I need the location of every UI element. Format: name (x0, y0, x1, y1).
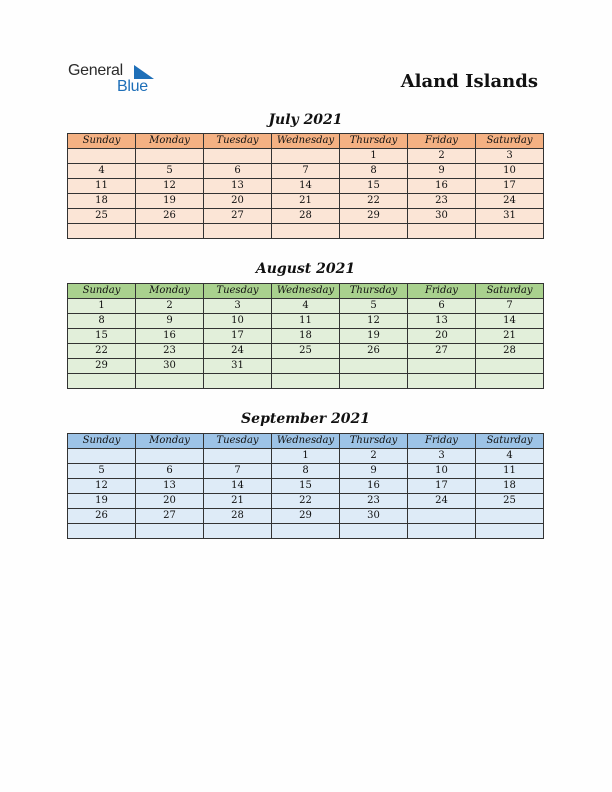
day-cell: 30 (340, 509, 408, 524)
day-cell: 29 (272, 509, 340, 524)
day-cell: 6 (204, 164, 272, 179)
day-cell (136, 449, 204, 464)
day-cell: 9 (136, 314, 204, 329)
week-row (68, 329, 544, 344)
day-cell: 9 (340, 464, 408, 479)
day-cell: 21 (476, 329, 544, 344)
day-cell (136, 149, 204, 164)
weekday-header: Wednesday (272, 284, 340, 299)
weekday-header: Sunday (68, 434, 136, 449)
day-cell: 14 (204, 479, 272, 494)
day-cell: 4 (272, 299, 340, 314)
week-row (68, 164, 544, 179)
day-cell: 23 (340, 494, 408, 509)
day-cell: 15 (340, 179, 408, 194)
week-row (68, 524, 544, 539)
week-row (68, 209, 544, 224)
day-cell: 5 (340, 299, 408, 314)
day-cell (340, 224, 408, 239)
day-cell: 26 (68, 509, 136, 524)
day-cell: 11 (68, 179, 136, 194)
day-cell: 3 (204, 299, 272, 314)
day-cell: 4 (68, 164, 136, 179)
day-cell: 9 (408, 164, 476, 179)
day-cell: 30 (136, 359, 204, 374)
day-cell: 1 (68, 299, 136, 314)
month-title-july: July 2021 (268, 112, 343, 128)
day-cell: 16 (340, 479, 408, 494)
day-cell: 11 (476, 464, 544, 479)
week-row (68, 509, 544, 524)
weekday-header: Tuesday (204, 434, 272, 449)
day-cell: 2 (136, 299, 204, 314)
day-cell: 19 (136, 194, 204, 209)
day-cell (408, 224, 476, 239)
week-row (68, 224, 544, 239)
day-cell: 15 (68, 329, 136, 344)
day-cell: 10 (476, 164, 544, 179)
weekday-header: Thursday (340, 284, 408, 299)
country-title: Aland Islands (400, 71, 538, 92)
day-cell: 21 (204, 494, 272, 509)
day-cell: 13 (408, 314, 476, 329)
day-cell (272, 374, 340, 389)
day-cell (340, 374, 408, 389)
day-cell: 20 (408, 329, 476, 344)
weekday-header: Tuesday (204, 284, 272, 299)
day-cell: 24 (476, 194, 544, 209)
day-cell: 27 (408, 344, 476, 359)
day-cell: 23 (408, 194, 476, 209)
month-title-august: August 2021 (255, 261, 356, 277)
day-cell: 13 (204, 179, 272, 194)
day-cell: 8 (68, 314, 136, 329)
calendar-august (67, 283, 544, 389)
day-cell: 26 (340, 344, 408, 359)
week-row (68, 149, 544, 164)
day-cell: 12 (68, 479, 136, 494)
day-cell: 28 (204, 509, 272, 524)
weekday-header: Saturday (476, 134, 544, 149)
weekday-header: Monday (136, 284, 204, 299)
day-cell (476, 524, 544, 539)
day-cell: 16 (136, 329, 204, 344)
day-cell: 16 (408, 179, 476, 194)
day-cell: 30 (408, 209, 476, 224)
logo-word-blue: Blue (117, 78, 148, 95)
day-cell: 18 (68, 194, 136, 209)
day-cell: 17 (204, 329, 272, 344)
week-row (68, 194, 544, 209)
day-cell (68, 149, 136, 164)
day-cell: 13 (136, 479, 204, 494)
day-cell (476, 374, 544, 389)
weekday-header: Saturday (476, 284, 544, 299)
day-cell: 12 (340, 314, 408, 329)
day-cell (408, 524, 476, 539)
weekday-header: Friday (408, 134, 476, 149)
day-cell: 22 (340, 194, 408, 209)
day-cell (68, 224, 136, 239)
day-cell: 28 (476, 344, 544, 359)
day-cell: 22 (272, 494, 340, 509)
weekday-header-row (68, 284, 544, 299)
day-cell: 17 (476, 179, 544, 194)
day-cell: 25 (272, 344, 340, 359)
day-cell (476, 359, 544, 374)
day-cell: 3 (408, 449, 476, 464)
day-cell: 12 (136, 179, 204, 194)
day-cell: 22 (68, 344, 136, 359)
day-cell (408, 359, 476, 374)
day-cell: 6 (136, 464, 204, 479)
day-cell: 28 (272, 209, 340, 224)
weekday-header: Friday (408, 284, 476, 299)
day-cell: 20 (204, 194, 272, 209)
day-cell: 7 (272, 164, 340, 179)
day-cell: 10 (408, 464, 476, 479)
day-cell: 21 (272, 194, 340, 209)
calendar-september (67, 433, 544, 539)
week-row (68, 299, 544, 314)
week-row (68, 314, 544, 329)
weekday-header: Thursday (340, 134, 408, 149)
day-cell (68, 374, 136, 389)
week-row (68, 464, 544, 479)
day-cell (68, 524, 136, 539)
day-cell (68, 449, 136, 464)
week-row (68, 179, 544, 194)
day-cell (136, 524, 204, 539)
day-cell: 24 (408, 494, 476, 509)
day-cell: 2 (408, 149, 476, 164)
weekday-header: Wednesday (272, 434, 340, 449)
day-cell (408, 509, 476, 524)
day-cell: 14 (272, 179, 340, 194)
day-cell: 27 (204, 209, 272, 224)
week-row (68, 494, 544, 509)
day-cell (476, 224, 544, 239)
day-cell (136, 374, 204, 389)
day-cell (272, 359, 340, 374)
day-cell: 29 (68, 359, 136, 374)
day-cell: 18 (476, 479, 544, 494)
day-cell (204, 449, 272, 464)
weekday-header: Thursday (340, 434, 408, 449)
day-cell: 15 (272, 479, 340, 494)
weekday-header: Sunday (68, 134, 136, 149)
weekday-header: Saturday (476, 434, 544, 449)
day-cell: 8 (340, 164, 408, 179)
day-cell: 20 (136, 494, 204, 509)
day-cell: 18 (272, 329, 340, 344)
day-cell: 19 (68, 494, 136, 509)
week-row (68, 479, 544, 494)
day-cell: 3 (476, 149, 544, 164)
logo-word-general: General (68, 62, 123, 79)
day-cell: 7 (476, 299, 544, 314)
day-cell (408, 374, 476, 389)
day-cell: 5 (136, 164, 204, 179)
month-title-september: September 2021 (241, 411, 370, 427)
week-row (68, 449, 544, 464)
day-cell (204, 149, 272, 164)
day-cell: 4 (476, 449, 544, 464)
day-cell: 29 (340, 209, 408, 224)
day-cell: 8 (272, 464, 340, 479)
day-cell: 1 (340, 149, 408, 164)
day-cell (340, 359, 408, 374)
day-cell: 7 (204, 464, 272, 479)
weekday-header-row (68, 434, 544, 449)
weekday-header: Monday (136, 134, 204, 149)
week-row (68, 344, 544, 359)
day-cell: 26 (136, 209, 204, 224)
weekday-header: Tuesday (204, 134, 272, 149)
day-cell (204, 374, 272, 389)
day-cell (204, 224, 272, 239)
day-cell (136, 224, 204, 239)
weekday-header: Sunday (68, 284, 136, 299)
weekday-header-row (68, 134, 544, 149)
day-cell: 31 (204, 359, 272, 374)
day-cell: 17 (408, 479, 476, 494)
week-row (68, 359, 544, 374)
day-cell: 14 (476, 314, 544, 329)
day-cell: 23 (136, 344, 204, 359)
day-cell: 11 (272, 314, 340, 329)
day-cell: 25 (68, 209, 136, 224)
day-cell: 10 (204, 314, 272, 329)
day-cell (272, 224, 340, 239)
generalblue-logo (68, 62, 178, 98)
day-cell (272, 524, 340, 539)
weekday-header: Monday (136, 434, 204, 449)
week-row (68, 374, 544, 389)
day-cell: 19 (340, 329, 408, 344)
day-cell (476, 509, 544, 524)
day-cell (204, 524, 272, 539)
weekday-header: Friday (408, 434, 476, 449)
day-cell (340, 524, 408, 539)
day-cell: 27 (136, 509, 204, 524)
day-cell: 2 (340, 449, 408, 464)
calendar-july (67, 133, 544, 239)
day-cell (272, 149, 340, 164)
day-cell: 25 (476, 494, 544, 509)
day-cell: 31 (476, 209, 544, 224)
day-cell: 5 (68, 464, 136, 479)
weekday-header: Wednesday (272, 134, 340, 149)
day-cell: 6 (408, 299, 476, 314)
day-cell: 1 (272, 449, 340, 464)
day-cell: 24 (204, 344, 272, 359)
